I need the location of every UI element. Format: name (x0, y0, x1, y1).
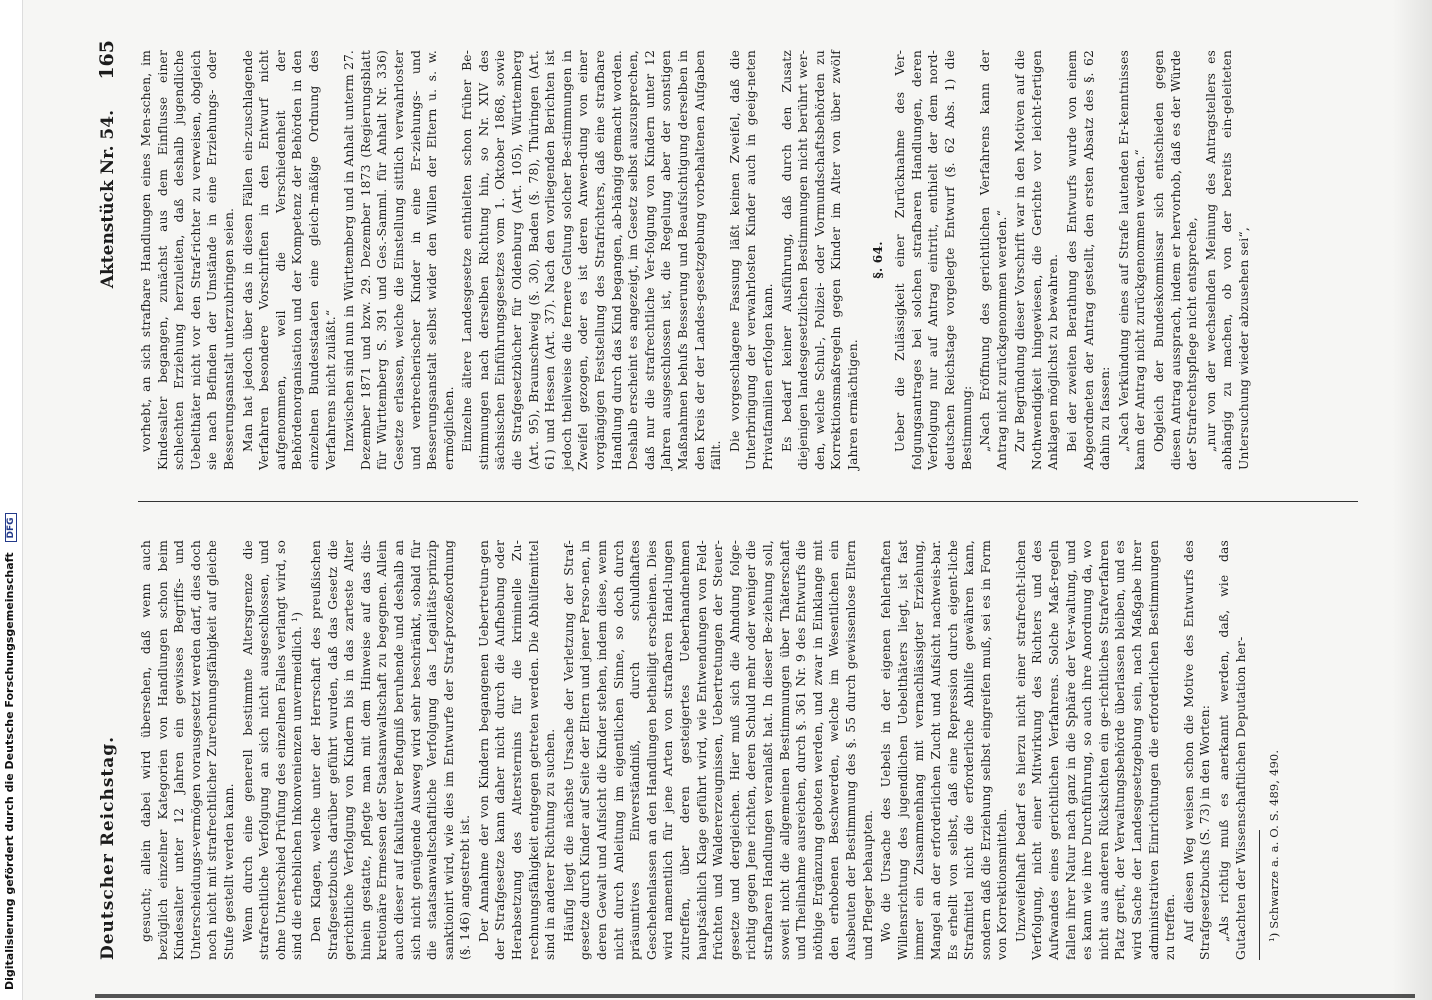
right-paragraph: Zur Begründung dieser Vorschrift war in den Motiven auf die Nothwendigkeit hingewiesen, die Gerichte vor leicht-fertigen Anklagen möglichst zu bewahren. (1013, 50, 1061, 470)
left-paragraph: Den Klagen, welche unter der Herrschaft des preußischen Strafgesetzbuchs darüber geführt wurden, daß das Gesetz die gerichtliche Verfolgung von Kindern bis in das zarteste Alter hinein gestatte, pflegte man mit dem Hinweise auf das dis-kretionäre Ermessen der Staatsanwaltschaft zu begegnen. Allein auch dieser auf fakultativer Befugniß beruhende und deshalb an sich nicht genügende Ausweg wird sehr beschränkt, sobald für die staatsanwaltschaftliche Verfolgung das Legalitäts-prinzip sanktionirt wird, wie dies im Entwurfe der Straf-prozeßordnung (§. 146) angestrebt ist. (308, 540, 473, 960)
footnote-rule (1259, 830, 1260, 960)
left-column (138, 540, 1285, 960)
digitization-strip (0, 0, 23, 1000)
right-paragraph: Ueber die Zulässigkeit einer Zurücknahme des Ver-folgungsantrages bei solchen strafbaren Handlungen, deren Verfolgung nur auf Antrag eintritt, enthielt der dem nord-deutschen Reichstage vorgelegte Entwurf (§. 62 Abs. 1) die Bestimmung: (893, 50, 974, 470)
dfg-logo-icon: DFG (5, 513, 17, 542)
digitization-caption-text: Digitalisierung gefördert durch die Deutsche Forschungsgemeinschaft (3, 552, 16, 990)
column-divider (138, 501, 1358, 502)
section-title: §. 64. (869, 241, 885, 279)
right-paragraph: Obgleich der Bundeskommissar sich entschieden gegen diesen Antrag aussprach, indem er hervorhob, daß es der Würde der Strafrechtspflege nicht entspreche, (1152, 50, 1200, 470)
rotated-page (80, 20, 1390, 980)
footnote: ¹) Schwarze a. a. O. S. 489, 490. (1267, 749, 1282, 942)
right-paragraph: Die vorgeschlagene Fassung läßt keinen Zweifel, daß die Unterbringung der verwahrlosten Kinder auch in geeig-neten Privatfamilien erfolgen kann. (727, 50, 775, 470)
left-paragraph: Der Annahme der von Kindern begangenen Uebertretun-gen der Strafgesetze kann daher nicht durch die Aufhebung oder Herabsetzung des Altersternins für die kriminelle Zu-rechnungsfähigkeit entgegen getreten werden. Die Abhülfemittel sind in anderer Richtung zu suchen. (476, 540, 558, 960)
right-paragraph: Inzwischen sind nun in Württemberg und in Anhalt unterm 27. Dezember 1871 und bzw. 29. Dezember 1873 (Regierungsblatt für Württemberg S. 391 und Ges.-Samml. für Anhalt Nr. 336) Gesetze erlassen, welche die Einstellung sittlich verwahrloster und verbrecherischer Kinder in eine Er-ziehungs- und Besserungsanstalt selbst wider den Willen der Eltern u. s. w. ermöglichen. (342, 50, 456, 470)
left-paragraph: Wenn durch eine generell bestimmte Altersgrenze die strafrechtliche Verfolgung an sich nicht ausgeschlossen, und ohne Unterschied Prüfung des einzelnen Falles verlangt wird, so sind die erheblichen Inkonvenienzen unvermeidlich. ¹) (240, 540, 305, 960)
page-shadow (1392, 0, 1432, 1000)
right-paragraph: „Nach Verkündung eines auf Strafe lautenden Er-kenntnisses kann der Antrag nicht zurückgenommen werden.“ (1116, 50, 1148, 470)
right-paragraph: vorhebt, an sich strafbare Handlungen eines Men-schen, im Kindesalter begangen, zunächst aus dem Einflusse einer schlechten Erziehung herzuleiten, daß deshalb jugendliche Uebelthäter nicht vor den Straf-richter zu verweisen, obgleich sie nach Befinden der Umstände in eine Erziehungs- oder Besserungsanstalt unterzubringen seien. (139, 50, 236, 470)
left-paragraph: Unzweifelhaft bedarf es hierzu nicht einer strafrecht-lichen Verfolgung, nicht einer Mitwirkung des Richters und des Aufwandes eines gerichtlichen Verfahrens. Solche Maß-regeln fallen ihrer Natur nach ganz in die Sphäre der Ver-waltung, und es kann wie ihre Durchführung, so auch ihre Anordnung da, wo nicht aus anderen Rücksichten ein ge-richtliches Strafverfahren Platz greift, der Verwaltungsbehörde überlassen bleiben, und es wird Sache der Landesgesetzgebung sein, nach Maßgabe ihrer administrativen Einrichtungen die erforderlichen Bestimmungen zu treffen. (1013, 540, 1178, 960)
left-paragraph: Wo die Ursache des Uebels in der eigenen fehlerhaften Willensrichtung des jugendlichen Uebelthäters liegt, ist fast immer ein Zusammenhang mit vernachlässigter Erziehung, Mangel an der erforderlichen Zucht und Aufsicht nachweis-bar. Es erhellt von selbst, daß eine Repression durch eigent-liche Strafmittel nicht die erforderliche Abhilfe gewähren kann, sondern daß die Erziehung selbst eingreifen muß, sei es in Form von Korrektionsmitteln. (879, 540, 1010, 960)
left-paragraph: Auf diesen Weg weisen schon die Motive des Entwurfs des Strafgesetzbuchs (S. 73) in den Worten: (1181, 540, 1213, 960)
page-number: 165 (96, 40, 118, 80)
right-paragraph: Man hat jedoch über das in diesen Fällen ein-zuschlagende Verfahren besondere Vorschriften in den Entwurf nicht aufgenommen, weil die Verschiedenheit der Behördenorganisation und der Kompetenz der Behörden in den einzelnen Bundesstaaten eine gleich-mäßige Ordnung des Verfahrens nicht zuläßt.“ (240, 50, 338, 470)
right-column (138, 50, 1255, 470)
page-bottom-edge (95, 994, 1415, 998)
page-frame (80, 20, 1390, 980)
left-paragraph: „Als richtig muß es anerkannt werden, daß, wie das Gutachten der Wissenschaftlichen Deputation her- (1217, 540, 1248, 960)
page-content (80, 20, 1390, 980)
right-paragraph: Einzelne ältere Landesgesetze enthielten schon früher Be-stimmungen nach derselben Richtung hin, so Nr. XIV des sächsischen Einführungsgesetzes vom 1. Oktober 1868, sowie die Strafgesetzbücher für Oldenburg (Art. 105), Württemberg (Art. 95), Braunschweig (§. 30), Baden (§. 78), Thüringen (Art. 61) und Hessen (Art. 37). Nach den vorliegenden Berichten ist jedoch theilweise die fernere Geltung solcher Be-stimmungen in Zweifel gezogen, oder es ist deren Anwen-dung von einer vorgängigen Feststellung des Strafrichters, daß eine strafbare Handlung durch das Kind begangen, ab-hängig gemacht worden. Deshalb erscheint es angezeigt, im Gesetz selbst auszusprechen, daß nur die strafrechtliche Ver-folgung von Kindern unter 12 Jahren ausgeschlossen ist, die Regelung aber der sonstigen Maßnahmen behufs Besserung und Beaufsichtigung derselben in den Kreis der der Landes-gesetzgebung vorbehaltenen Aufgaben fällt. (460, 50, 724, 470)
right-paragraph: Bei der zweiten Berathung des Entwurfs wurde von einem Abgeordneten der Antrag gestellt, den ersten Absatz des §. 62 dahin zu fassen: (1065, 50, 1113, 470)
page-header-title: Deutscher Reichstag. (98, 735, 118, 960)
left-paragraph: Häufig liegt die nächste Ursache der Verletzung der Straf-gesetze durch Kinder auf Seite der Eltern und jener Perso-nen, in deren Gewalt und Aufsicht die Kinder stehen, indem diese, wenn nicht durch Anleitung im eigentlichen Sinne, so doch durch präsumtives Einverständniß, durch schuldhaftes Geschehenlassen an den Handlungen betheiligt erscheinen. Dies wird namentlich für jene Arten von strafbaren Hand-lungen zutreffen, über deren gesteigertes Ueberhandnehmen hauptsächlich Klage geführt wird, wie Entwendungen von Feld-früchten und Waldererzeugnissen, Uebertretungen der Steuer-gesetze und dergleichen. Hier muß sich die Ahndung folge-richtig gegen Jene richten, deren Schuld mehr oder weniger die strafbaren Handlungen veranlaßt hat. In dieser Be-ziehung soll, soweit nicht die allgemeinen Bestimmungen über Thäterschaft und Theilnahme ausreichen, durch §. 361 Nr. 9 des Entwurfs die nöthige Ergänzung geboten werden, und zwar in Einklange mit den erhobenen Beschwerden, welche im Wesentlichen ein Ausbeuten der Bestimmung des §. 55 durch gewissenlose Eltern und Pfleger behaupten. (561, 540, 875, 960)
digitization-caption (3, 513, 17, 990)
right-paragraph: „nur von der wechselnden Meinung des Antragstellers es abhängig zu machen, ob von der bereits ein-geleiteten Untersuchung wieder abzusehen sei“, (1203, 50, 1251, 470)
page-header-document: Aktenstück Nr. 54. (98, 110, 118, 289)
right-paragraph: „Nach Eröffnung des gerichtlichen Verfahrens kann der Antrag nicht zurückgenommen werden.“ (978, 50, 1009, 470)
left-paragraph: gesucht; allein dabei wird übersehen, daß wenn auch bezüglich einzelner Kategorien von Handlungen schon beim Kindesalter unter 12 Jahren ein gewisses Begriffs- und Unterscheidungs-vermögen vorausgesetzt werden darf, dies doch noch nicht mit strafrechtlicher Zurechnungsfähigkeit auf gleiche Stufe gestellt werden kann. (139, 540, 236, 960)
right-paragraph: Es bedarf keiner Ausführung, daß durch den Zusatz diejenigen landesgesetzlichen Bestimmungen nicht berührt wer-den, welche Schul-, Polizei- oder Vormundschaftsbehörden zu Korrektionsmaßregeln gegen Kinder im Alter von über zwölf Jahren ermächtigen. (779, 50, 860, 470)
